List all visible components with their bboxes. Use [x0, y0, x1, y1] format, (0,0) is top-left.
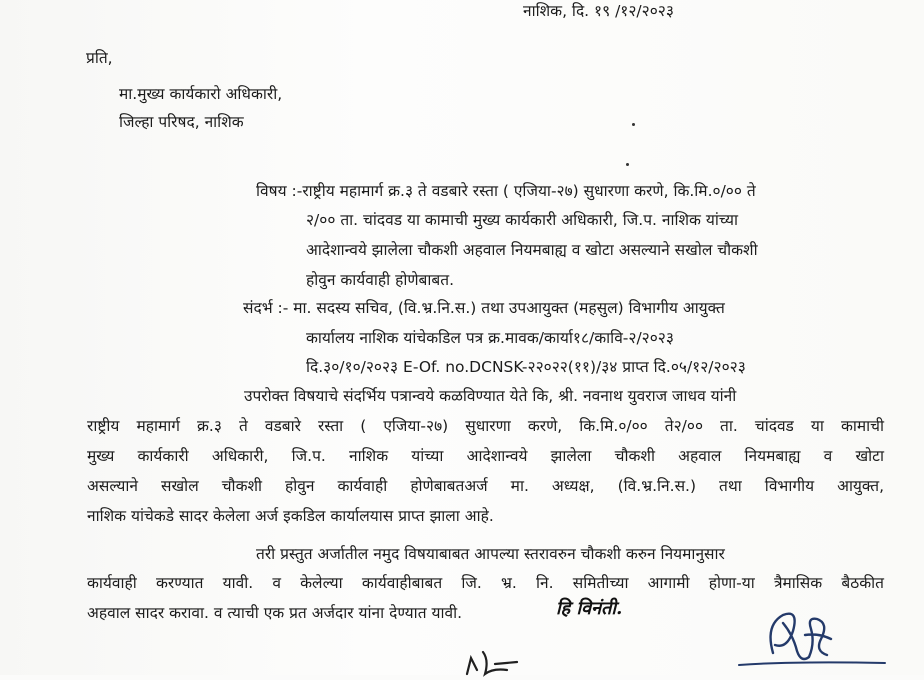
subject-line-2: २/०० ता. चांदवड या कामाची मुख्य कार्यकारी अधिकारी, जि.प. नाशिक यांच्या	[306, 211, 739, 229]
para1-line-3: मुख्य कार्यकारी अधिकारी, जि.प. नाशिक यांच्या आदेशान्वये झालेला चौकशी अहवाल नियमबाह्य व खोटा	[87, 447, 884, 465]
signature	[735, 605, 895, 675]
reference-line-1: संदर्भ :- मा. सदस्य सचिव, (वि.भ्र.नि.स.) तथा उपआयुक्त (महसुल) विभागीय आयुक्त	[243, 299, 725, 317]
handwritten-note: हि विनंती.	[556, 598, 623, 619]
addressee-line-2: जिल्हा परिषद, नाशिक	[119, 113, 244, 131]
reference-line-2: कार्यालय नाशिक यांचेकडिल पत्र क्र.मावक/कार्या१८/कावि-२/२०२३	[306, 329, 674, 347]
ink-speck	[632, 123, 635, 126]
subject-line-4: होवुन कार्यवाही होणेबाबत.	[306, 271, 455, 289]
para1-line-4: असल्याने सखोल चौकशी होवुन कार्यवाही होणेबाबतअर्ज मा. अध्यक्ष, (वि.भ्र.नि.स.) तथा विभागीय आयुक्त,	[87, 477, 884, 495]
reference-line-3: दि.३०/१०/२०२३ E-Of. no.DCNSK-२२०२२(११)/३४ प्राप्त दि.०५/१२/२०२३	[306, 358, 746, 376]
para2-line-3: अहवाल सादर करावा. व त्याची एक प्रत अर्जदार यांना देण्यात यावी.	[87, 604, 463, 622]
addressee-line-1: मा.मुख्य कार्यकारो अधिकारी,	[119, 85, 283, 103]
initials-mark	[455, 640, 535, 680]
subject-line-3: आदेशान्वये झालेला चौकशी अहवाल नियमबाह्य व खोटा असल्याने सखोल चौकशी	[306, 241, 758, 259]
ink-speck	[626, 163, 629, 166]
subject-line-1: विषय :-राष्ट्रीय महामार्ग क्र.३ ते वडबारे रस्ता ( एजिया-२७) सुधारणा करणे, कि.मि.०/०० ते	[256, 182, 756, 200]
place-date: नाशिक, दि. १९ /१२/२०२३	[523, 2, 674, 20]
para2-line-2: कार्यवाही करण्यात यावी. व केलेल्या कार्यवाहीबाबत जि. भ्र. नि. समितीच्या आगामी होणा-या त्रैमासिक बैठकीत	[87, 574, 884, 592]
para2-line-1: तरी प्रस्तुत अर्जातील नमुद विषयाबाबत आपल्या स्तरावरुन चौकशी करुन नियमानुसार	[256, 545, 725, 563]
addressee-prati: प्रति,	[86, 49, 113, 67]
para1-line-5: नाशिक यांचेकडे सादर केलेला अर्ज इकडिल कार्यालयास प्राप्त झाला आहे.	[87, 507, 494, 525]
para1-line-1: उपरोक्त विषयाचे संदर्भिय पत्रान्वये कळविण्यात येते कि, श्री. नवनाथ युवराज जाधव यांनी	[244, 387, 737, 405]
para1-line-2: राष्ट्रीय महामार्ग क्र.३ ते वडबारे रस्ता ( एजिया-२७) सुधारणा करणे, कि.मि.०/०० ते२/०० ता. चांदवड या कामाची	[87, 417, 884, 435]
